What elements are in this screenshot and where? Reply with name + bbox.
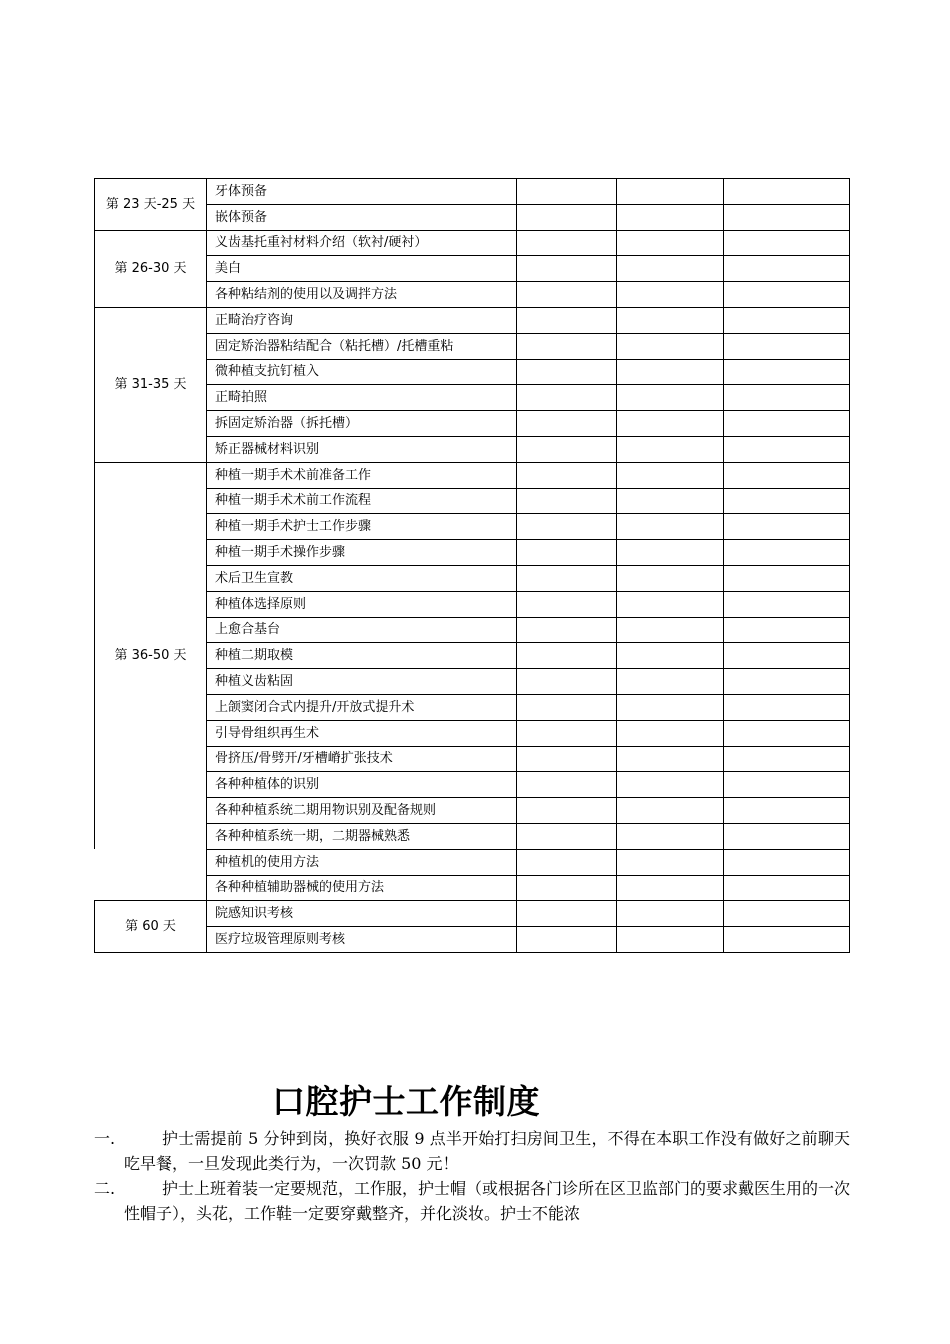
task-cell: 上愈合基台 (207, 617, 517, 643)
schedule-row (95, 411, 850, 437)
blank-record-cell (724, 849, 850, 875)
task-cell: 骨挤压/骨劈开/牙槽嵴扩张技术 (207, 746, 517, 772)
blank-record-cell (517, 436, 617, 462)
task-cell: 各种种植体的识别 (207, 772, 517, 798)
blank-record-cell (617, 565, 724, 591)
blank-record-cell (724, 565, 850, 591)
blank-record-cell (617, 514, 724, 540)
schedule-row (95, 385, 850, 411)
blank-record-cell (517, 669, 617, 695)
blank-record-cell (617, 488, 724, 514)
blank-record-cell (724, 643, 850, 669)
empty-period-cell (95, 849, 207, 875)
blank-record-cell (617, 462, 724, 488)
blank-record-cell (617, 256, 724, 282)
task-cell: 种植体选择原则 (207, 591, 517, 617)
task-cell: 嵌体预备 (207, 204, 517, 230)
blank-record-cell (517, 462, 617, 488)
task-cell: 义齿基托重衬材料介绍（软衬/硬衬） (207, 230, 517, 256)
task-cell: 种植一期手术护士工作步骤 (207, 514, 517, 540)
period-cell: 第 23 天-25 天 (95, 179, 207, 231)
schedule-row (95, 333, 850, 359)
blank-record-cell (724, 694, 850, 720)
blank-record-cell (724, 540, 850, 566)
schedule-row (95, 230, 850, 256)
blank-record-cell (517, 927, 617, 953)
blank-record-cell (724, 875, 850, 901)
blank-record-cell (724, 669, 850, 695)
blank-record-cell (517, 591, 617, 617)
blank-record-cell (517, 720, 617, 746)
blank-record-cell (617, 230, 724, 256)
blank-record-cell (517, 333, 617, 359)
blank-record-cell (517, 179, 617, 205)
blank-record-cell (724, 617, 850, 643)
task-cell: 种植一期手术术前准备工作 (207, 462, 517, 488)
blank-record-cell (517, 823, 617, 849)
blank-record-cell (724, 333, 850, 359)
schedule-row (95, 772, 850, 798)
rule-text: 护士需提前 5 分钟到岗，换好衣服 9 点半开始打扫房间卫生，不得在本职工作没有做好之前聊天吃早餐，一旦发现此类行为，一次罚款 50 元！ (124, 1129, 850, 1173)
schedule-row (95, 617, 850, 643)
task-cell: 牙体预备 (207, 179, 517, 205)
blank-record-cell (724, 772, 850, 798)
task-cell: 种植义齿粘固 (207, 669, 517, 695)
blank-record-cell (724, 282, 850, 308)
rule-item (94, 1126, 850, 1176)
blank-record-cell (517, 204, 617, 230)
task-cell: 固定矫治器粘结配合（粘托槽）/托槽重粘 (207, 333, 517, 359)
blank-record-cell (517, 230, 617, 256)
schedule-row (95, 669, 850, 695)
schedule-row (95, 436, 850, 462)
blank-record-cell (724, 591, 850, 617)
blank-record-cell (724, 411, 850, 437)
rule-number: 一. (94, 1129, 116, 1148)
blank-record-cell (617, 617, 724, 643)
blank-record-cell (724, 204, 850, 230)
blank-record-cell (724, 823, 850, 849)
schedule-row (95, 823, 850, 849)
blank-record-cell (617, 823, 724, 849)
blank-record-cell (517, 901, 617, 927)
rule-text: 护士上班着装一定要规范，工作服，护士帽（或根据各门诊所在区卫监部门的要求戴医生用的一次性帽子），头花，工作鞋一定要穿戴整齐，并化淡妆。护士不能浓 (124, 1179, 851, 1223)
blank-record-cell (617, 669, 724, 695)
blank-record-cell (617, 927, 724, 953)
blank-record-cell (617, 436, 724, 462)
rule-number: 二. (94, 1179, 116, 1198)
blank-record-cell (617, 591, 724, 617)
schedule-row (95, 901, 850, 927)
blank-record-cell (724, 798, 850, 824)
task-cell: 院感知识考核 (207, 901, 517, 927)
blank-record-cell (617, 694, 724, 720)
blank-record-cell (724, 720, 850, 746)
blank-record-cell (724, 256, 850, 282)
period-cell: 第 31-35 天 (95, 307, 207, 462)
blank-record-cell (617, 875, 724, 901)
period-cell: 第 60 天 (95, 901, 207, 953)
blank-record-cell (724, 901, 850, 927)
schedule-row (95, 359, 850, 385)
blank-record-cell (517, 694, 617, 720)
schedule-row (95, 488, 850, 514)
blank-record-cell (724, 488, 850, 514)
task-cell: 上颌窦闭合式内提升/开放式提升术 (207, 694, 517, 720)
blank-record-cell (617, 643, 724, 669)
task-cell: 种植二期取模 (207, 643, 517, 669)
blank-record-cell (617, 901, 724, 927)
blank-record-cell (517, 514, 617, 540)
blank-record-cell (617, 282, 724, 308)
schedule-row (95, 849, 850, 875)
blank-record-cell (517, 849, 617, 875)
schedule-row (95, 694, 850, 720)
blank-record-cell (517, 359, 617, 385)
schedule-row (95, 540, 850, 566)
blank-record-cell (724, 746, 850, 772)
blank-record-cell (617, 333, 724, 359)
rule-item (94, 1176, 850, 1226)
task-cell: 种植机的使用方法 (207, 849, 517, 875)
blank-record-cell (617, 359, 724, 385)
task-cell: 种植一期手术操作步骤 (207, 540, 517, 566)
blank-record-cell (724, 927, 850, 953)
schedule-row (95, 746, 850, 772)
task-cell: 种植一期手术术前工作流程 (207, 488, 517, 514)
blank-record-cell (517, 746, 617, 772)
schedule-row (95, 720, 850, 746)
blank-record-cell (617, 385, 724, 411)
blank-record-cell (517, 540, 617, 566)
blank-record-cell (517, 256, 617, 282)
blank-record-cell (617, 204, 724, 230)
schedule-row (95, 204, 850, 230)
blank-record-cell (617, 798, 724, 824)
task-cell: 术后卫生宣教 (207, 565, 517, 591)
blank-record-cell (724, 307, 850, 333)
schedule-row (95, 798, 850, 824)
blank-record-cell (517, 488, 617, 514)
task-cell: 美白 (207, 256, 517, 282)
blank-record-cell (517, 282, 617, 308)
blank-record-cell (724, 385, 850, 411)
blank-record-cell (617, 540, 724, 566)
blank-record-cell (724, 462, 850, 488)
blank-record-cell (517, 385, 617, 411)
task-cell: 拆固定矫治器（拆托槽） (207, 411, 517, 437)
blank-record-cell (617, 720, 724, 746)
blank-record-cell (517, 565, 617, 591)
training-schedule-table (94, 178, 850, 953)
schedule-table-body (95, 179, 850, 953)
task-cell: 微种植支抗钉植入 (207, 359, 517, 385)
rules-list (94, 1126, 850, 1226)
blank-record-cell (517, 643, 617, 669)
task-cell: 各种种植系统一期，二期器械熟悉 (207, 823, 517, 849)
blank-record-cell (617, 849, 724, 875)
schedule-row (95, 591, 850, 617)
task-cell: 医疗垃圾管理原则考核 (207, 927, 517, 953)
blank-record-cell (724, 514, 850, 540)
schedule-row (95, 256, 850, 282)
blank-record-cell (517, 307, 617, 333)
blank-record-cell (517, 798, 617, 824)
schedule-row (95, 282, 850, 308)
schedule-row (95, 565, 850, 591)
schedule-row (95, 514, 850, 540)
task-cell: 矫正器械材料识别 (207, 436, 517, 462)
task-cell: 引导骨组织再生术 (207, 720, 517, 746)
schedule-row (95, 179, 850, 205)
task-cell: 正畸治疗咨询 (207, 307, 517, 333)
blank-record-cell (724, 359, 850, 385)
empty-period-cell (95, 875, 207, 901)
schedule-row (95, 307, 850, 333)
document-title: 口腔护士工作制度 (272, 1082, 540, 1121)
blank-record-cell (517, 411, 617, 437)
blank-record-cell (724, 436, 850, 462)
blank-record-cell (617, 411, 724, 437)
blank-record-cell (617, 772, 724, 798)
blank-record-cell (724, 230, 850, 256)
period-cell: 第 26-30 天 (95, 230, 207, 307)
task-cell: 正畸拍照 (207, 385, 517, 411)
blank-record-cell (617, 746, 724, 772)
task-cell: 各种种植系统二期用物识别及配备规则 (207, 798, 517, 824)
schedule-row (95, 462, 850, 488)
task-cell: 各种粘结剂的使用以及调拌方法 (207, 282, 517, 308)
task-cell: 各种种植辅助器械的使用方法 (207, 875, 517, 901)
blank-record-cell (617, 307, 724, 333)
blank-record-cell (724, 179, 850, 205)
schedule-row (95, 643, 850, 669)
period-cell: 第 36-50 天 (95, 462, 207, 849)
schedule-row (95, 875, 850, 901)
blank-record-cell (517, 875, 617, 901)
blank-record-cell (517, 772, 617, 798)
schedule-row (95, 927, 850, 953)
blank-record-cell (617, 179, 724, 205)
blank-record-cell (517, 617, 617, 643)
